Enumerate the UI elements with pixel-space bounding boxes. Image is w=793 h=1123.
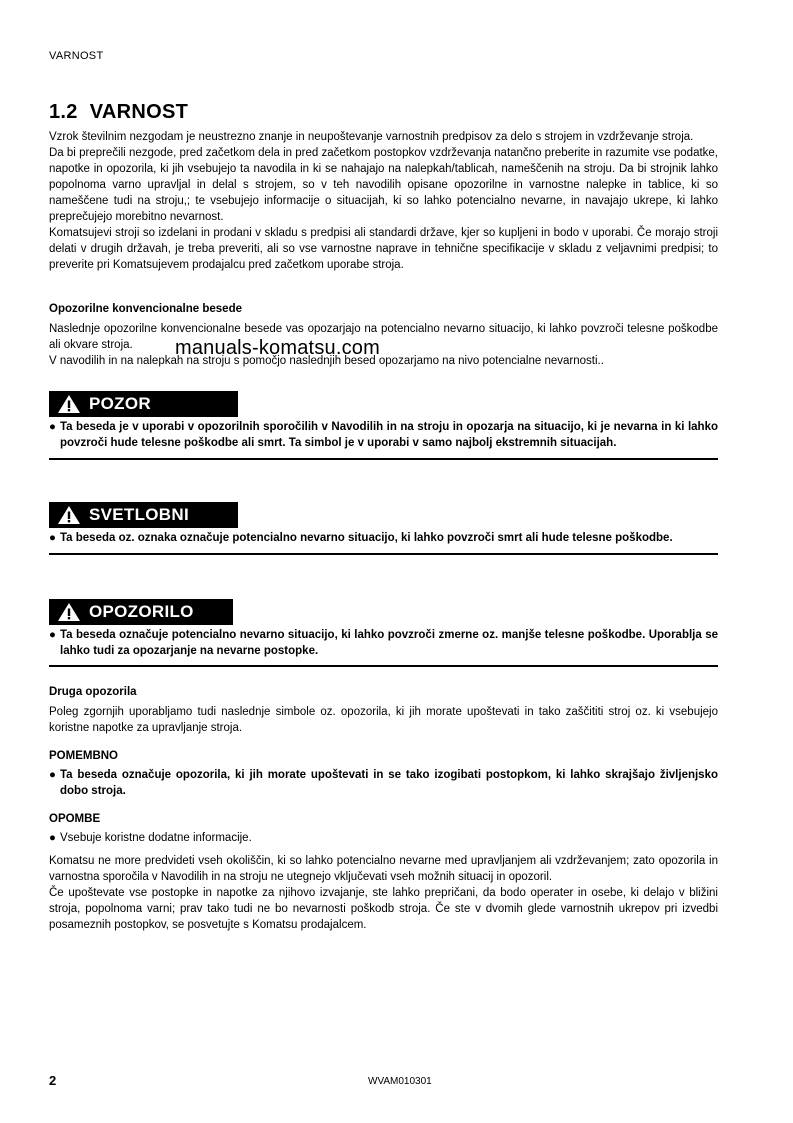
pozor-text: Ta beseda je v uporabi v opozorilnih sporočilih v Navodilih in na stroju in opozarja na situacijo, ki je nevarna in ki lahko povzroči hude telesne poškodbe ali smrt. Ta simbol je v uporabi v samo najbolj ekstremnih situacijah. <box>60 421 718 449</box>
notes-text: Vsebuje koristne dodatne informacije. <box>60 832 252 844</box>
watermark: manuals-komatsu.com <box>175 337 380 359</box>
intro-section <box>49 129 718 273</box>
svetlobni-text: Ta beseda oz. oznaka označuje potencialno nevarno situacijo, ki lahko povzroči smrt ali hude telesne poškodbe. <box>60 532 673 544</box>
svetlobni-badge <box>49 502 238 528</box>
notes-section <box>49 830 718 846</box>
warning-triangle-icon <box>57 602 81 622</box>
bullet-icon: ● <box>49 769 56 781</box>
closing-section <box>49 853 718 933</box>
pozor-badge <box>49 391 238 417</box>
opozorilo-text-item <box>49 627 718 659</box>
other-text: Poleg zgornjih uporabljamo tudi naslednje simbole oz. opozorila, ki jih morate upoštevati in tako zaščititi stroj oz. ki vsebujejo koristne napotke za upravljanje stroja. <box>49 706 718 734</box>
pozor-label: POZOR <box>89 394 151 413</box>
notes-item <box>49 830 718 846</box>
important-section <box>49 767 718 799</box>
warning-triangle-icon <box>57 394 81 414</box>
running-header: VARNOST <box>49 50 104 62</box>
intro-paragraph: Vzrok številnim nezgodam je neustrezno znanje in neupoštevanje varnostnih predpisov za delo s strojem in vzdrževanje stroja. <box>49 131 694 143</box>
section-title-text: VARNOST <box>89 101 189 123</box>
intro-paragraph: Komatsujevi stroji so izdelani in prodani v skladu s predpisi ali standardi države, kjer so kupljeni in bodo v uporabi. Če morajo stroji delati v drugih državah, je treba preveriti, ali so vse varnostne naprave in tehnične specifikacije v skladu z veljavnimi predpisi; to preverite pri Komatsujevem prodajalcu pred začetkom uporabe stroja. <box>49 227 718 271</box>
pozor-text-item <box>49 419 718 451</box>
bullet-icon: ● <box>49 629 56 641</box>
section-number: 1.2 <box>49 101 78 123</box>
opozorilo-badge <box>49 599 233 625</box>
conventional-section <box>49 321 718 369</box>
svetlobni-text-item <box>49 530 718 546</box>
important-item <box>49 767 718 799</box>
intro-paragraph: Da bi preprečili nezgode, pred začetkom dela in pred začetkom postopkov vzdrževanja natančno preberite in razumite vse podatke, napotke in opozorila, ki jih vsebujejo ta navodila in ki se nahajajo na nalepkah/tablicah, nameščenih na stroju. Da bi strojnik lahko popolnoma varno upravljal in delal s strojem, so v teh navodilih opisane opozorilne in varnostne nalepke in tablice, ki so nameščene tudi na stroju,; te vsebujejo informacije o situacijah, ki so lahko potencialno nevarne, in navajajo ukrepe, ki lahko preprečujejo morebitno nevarnost. <box>49 147 718 223</box>
document-code: WVAM010301 <box>368 1076 432 1087</box>
svetlobni-label: SVETLOBNI <box>89 505 189 524</box>
bullet-icon: ● <box>49 421 56 433</box>
other-heading: Druga opozorila <box>49 686 137 698</box>
opozorilo-text: Ta beseda označuje potencialno nevarno situacijo, ki lahko povzroči zmerne oz. manjše telesne poškodbe. Uporablja se lahko tudi za opozarjanje na nevarne postopke. <box>60 629 718 657</box>
notes-heading: OPOMBE <box>49 813 101 825</box>
page-number: 2 <box>49 1073 57 1088</box>
important-heading: POMEMBNO <box>49 750 118 762</box>
opozorilo-box <box>49 627 718 667</box>
conventional-paragraph: V navodilih in na nalepkah na stroju s pomočjo naslednjih besed opozarjamo na nivo potencialne nevarnosti.. <box>49 355 604 367</box>
conventional-paragraph: Naslednje opozorilne konvencionalne besede vas opozarjajo na potencialno nevarno situacijo, ki lahko povzroči telesne poškodbe ali okvare stroja. <box>49 323 718 351</box>
closing-paragraph: Komatsu ne more predvideti vseh okoliščin, ki so lahko potencialno nevarne med upravljanjem ali vzdrževanjem; zato opozorila in varnostna sporočila v Navodilih in na stroju ne utegnejo vključevati vseh možnih situacij in opozoril. <box>49 855 718 883</box>
opozorilo-label: OPOZORILO <box>89 602 194 621</box>
section-title <box>49 101 188 124</box>
warning-triangle-icon <box>57 505 81 525</box>
pozor-box <box>49 419 718 460</box>
conventional-heading: Opozorilne konvencionalne besede <box>49 303 242 315</box>
closing-paragraph: Če upoštevate vse postopke in napotke za njihovo izvajanje, ste lahko prepričani, da bodo operater in osebe, ki delajo v bližini stroja, popolnoma varni; prav tako tudi ne bo nevarnosti poškodb stroja. Če ste v dvomih glede varnostnih ukrepov pri izvedbi posameznih postopkov, se posvetujte s Komatsu prodajalcem. <box>49 887 718 931</box>
svetlobni-box <box>49 530 718 555</box>
bullet-icon: ● <box>49 832 56 844</box>
important-text: Ta beseda označuje opozorila, ki jih morate upoštevati in se tako izogibati postopkom, ki lahko skrajšajo življenjsko dobo stroja. <box>60 769 718 797</box>
bullet-icon: ● <box>49 532 56 544</box>
